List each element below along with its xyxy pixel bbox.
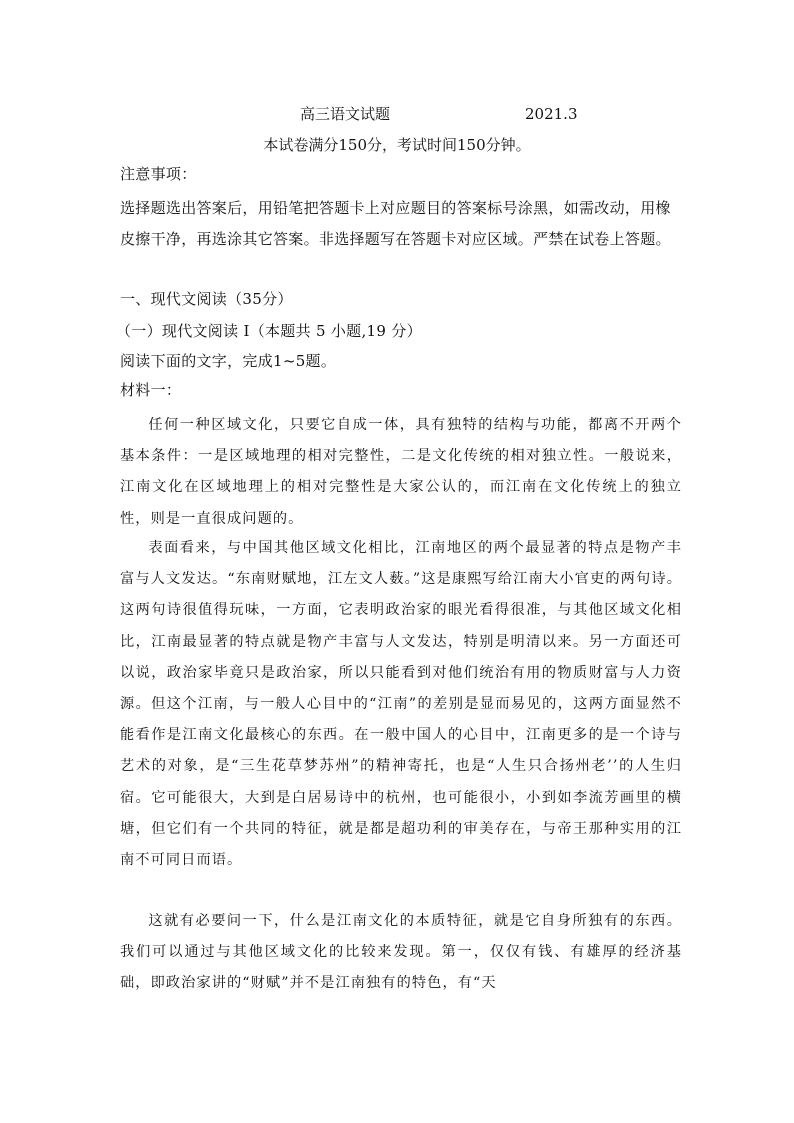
body-paragraph-2: 表面看来，与中国其他区域文化相比，江南地区的两个最显著的特点是物产丰富与人文发达。“东南财赋地，江左文人薮。”这是康熙写给江南大小官吏的两句诗。这两句诗很值得玩味，一方面，它表明政治家的眼光看得很准，与其他区域文化相比，江南最显著的特点就是物产丰富与人文发达，特别是明清以来。另一方面还可以说，政治家毕竟只是政治家，所以只能看到对他们统治有用的物质财富与人力资源。但这个江南，与一般人心目中的“江南”的差别是显而易见的，这两方面显然不能看作是江南文化最核心的东西。在一般中国人的心目中，江南更多的是一个诗与艺术的对象，是“三生花草梦苏州”的精神寄托，也是“人生只合扬州老’’的人生归宿。它可能很大，大到是白居易诗中的杭州，也可能很小，小到如李流芳画里的横塘，但它们有一个共同的特征，就是都是超功利的审美存在，与帝王那种实用的江南不可同日而语。 (120, 540, 682, 869)
header (0, 103, 794, 125)
reading-instruction: 阅读下面的文字，完成1~5题。 (120, 352, 337, 370)
body-paragraph-1: 任何一种区域文化，只要它自成一体，具有独特的结构与功能，都离不开两个基本条件：一是区域地理的相对完整性，二是文化传统的相对独立性。一般说来，江南文化在区域地理上的相对完整性是大家公认的，而江南在文化传统上的独立性，则是一直很成问题的。 (120, 417, 682, 527)
exam-subtitle: 本试卷满分150分，考试时间150分钟。 (263, 136, 531, 154)
subsection-heading: （一）现代文阅读 I（本题共 5 小题,19 分） (116, 322, 422, 340)
material-label: 材料一： (120, 381, 182, 399)
exam-date: 2021.3 (525, 105, 578, 123)
notice-text: 选择题选出答案后，用铅笔把答题卡上对应题目的答案标号涂黑，如需改动，用橡皮擦干净，再选涂其它答案。非选择题写在答题卡对应区域。严禁在试卷上答题。 (120, 199, 671, 248)
page-title: 高三语文试题 (300, 105, 391, 123)
section-heading: 一、现代文阅读（35分） (120, 290, 293, 308)
body-paragraph-3: 这就有必要问一下，什么是江南文化的本质特征，就是它自身所独有的东西。我们可以通过与其他区域文化的比较来发现。第一，仅仅有钱、有雄厚的经济基础，即政治家讲的“财赋”并不是江南独有的特色，有“天 (120, 913, 682, 992)
notice-label: 注意事项： (120, 165, 197, 183)
